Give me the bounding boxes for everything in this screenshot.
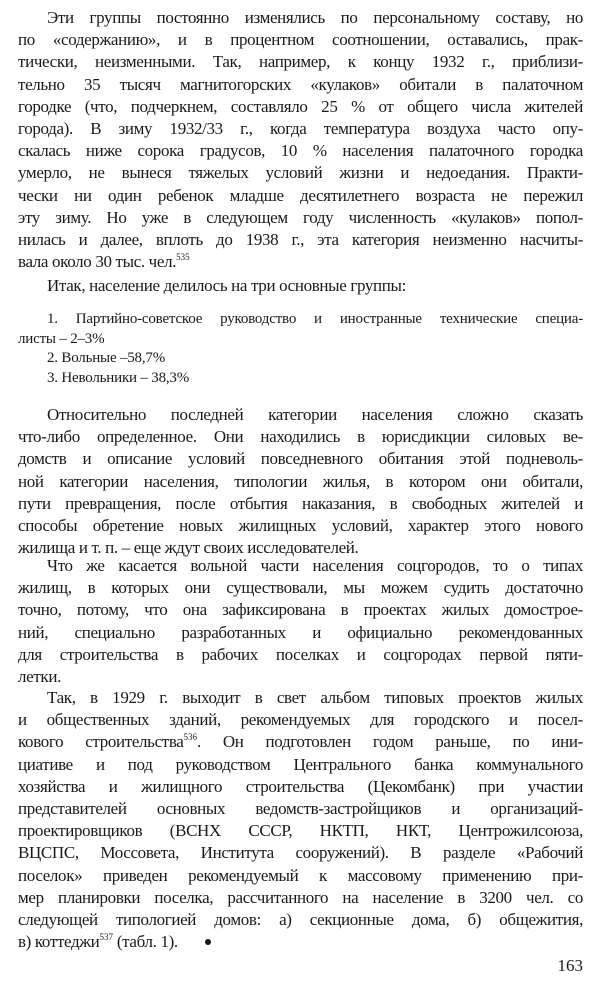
text-line: ной категории населения, типологии жилья, в котором они обитали, xyxy=(18,471,583,491)
text-line: циативе и под руководством Центрального банка коммунального xyxy=(18,754,583,774)
text-line: Так, в 1929 г. выходит в свет альбом типовых проектов жилых xyxy=(47,688,583,707)
text-line: по «содержанию», и в процентном соотношении, оставались, прак- xyxy=(18,30,583,50)
text-line: Эти группы постоянно изменялись по персональному составу, но xyxy=(47,8,583,27)
line-text: (табл. 1). xyxy=(112,932,178,952)
text-line xyxy=(18,731,583,753)
text-line xyxy=(18,251,583,273)
text-line: умерло, не вынеся тяжелых условий жизни и недоедания. Практи- xyxy=(18,163,583,183)
text-line: эту зиму. Но уже в следующем году численность «кулаков» попол- xyxy=(18,207,583,227)
line-text: кового строительства xyxy=(18,732,184,752)
text-line: чески ни один ребенок младше десятилетнего возраста не пережил xyxy=(18,185,583,205)
text-line: Итак, население делилось на три основные группы: xyxy=(47,276,406,295)
line-text: . Он подготовлен годом раньше, по ини- xyxy=(197,732,583,752)
footnote-reference[interactable]: 535 xyxy=(176,252,190,263)
text-line: нилась и далее, вплоть до 1938 г., эта категория неизменно насчиты- xyxy=(18,229,583,249)
text-line: проектировщиков (ВСНХ СССР, НКТП, НКТ, Центрожилсоюза, xyxy=(18,821,583,841)
text-line xyxy=(18,931,583,953)
text-line: Что же касается вольной части населения соцгородов, то о типах xyxy=(47,556,583,575)
text-line: 2. Вольные –58,7% xyxy=(47,350,165,366)
text-line: мер планировки поселка, рассчитанного на население в 3200 чел. со xyxy=(18,887,583,907)
paragraph-free-population xyxy=(18,555,583,688)
text-line: ВЦСПС, Моссовета, Института сооружений). В разделе «Рабочий xyxy=(18,843,583,863)
text-line: ний, специально разработанных и официально рекомендованных xyxy=(18,622,583,642)
text-line: поселок» приведен рекомендуемый к массовому применению при- xyxy=(18,865,583,885)
text-line: скалась ниже сорока градусов, 10 % населения палаточного городка xyxy=(18,141,583,161)
text-line: жилища и т. п. – еще ждут своих исследователей. xyxy=(18,538,359,558)
text-line: что-либо определенное. Они находились в юрисдикции силовых ве- xyxy=(18,427,583,447)
text-line: города). В зиму 1932/33 г., когда температура воздуха часто опу- xyxy=(18,118,583,138)
paragraph-last-category xyxy=(18,404,583,559)
footnote-reference[interactable]: 537 xyxy=(99,932,113,943)
ink-blot xyxy=(205,939,211,945)
text-line: 1. Партийно-советское руководство и иностранные технические специа- xyxy=(47,311,583,327)
text-line: для строительства в рабочих поселках и соцгородах первой пяти- xyxy=(18,644,583,664)
text-line: жилищ, в которых они существовали, мы можем судить достаточно xyxy=(18,578,583,598)
text-line: листы – 2–3% xyxy=(18,330,105,347)
text-line: хозяйства и жилищного строительства (Цекомбанк) при участии xyxy=(18,776,583,796)
text-line: и общественных зданий, рекомендуемых для городского и посел- xyxy=(18,710,583,730)
text-line: городке (что, подчеркнем, составляло 25 % от общего числа жителей xyxy=(18,96,583,116)
text-line: следующей типологией домов: а) секционные дома, б) общежития, xyxy=(18,909,583,929)
line-text: в) коттеджи xyxy=(18,932,100,952)
paragraph-intro xyxy=(18,7,583,273)
text-line: пути превращения, после отбытия наказания, в свободных жителей и xyxy=(18,493,583,513)
text-line: представителей основных ведомств-застройщиков и организаций- xyxy=(18,798,583,818)
footnote-reference[interactable]: 536 xyxy=(183,732,197,743)
population-groups-list xyxy=(18,310,583,388)
text-line: 3. Невольники – 38,3% xyxy=(47,369,190,386)
text-line: летки. xyxy=(18,666,61,686)
text-line: тически, неизменными. Так, например, к концу 1932 г., приблизи- xyxy=(18,52,583,72)
page-number: 163 xyxy=(557,956,583,975)
text-line: точно, потому, что она зафиксирована в проектах жилых домострое- xyxy=(18,600,583,620)
text-line: домств и описание условий повседневного обитания этой подневоль- xyxy=(18,449,583,469)
text-line: тельно 35 тысяч магнитогорских «кулаков» обитали в палаточном xyxy=(18,74,583,94)
text-line: способы обретение новых жилищных условий, характер этого нового xyxy=(18,515,583,535)
paragraph-album-1929 xyxy=(18,687,583,953)
paragraph-groups-lead xyxy=(18,275,583,297)
line-text: вала около 30 тыс. чел. xyxy=(18,252,177,272)
text-line: Относительно последней категории населения сложно сказать xyxy=(47,405,583,424)
